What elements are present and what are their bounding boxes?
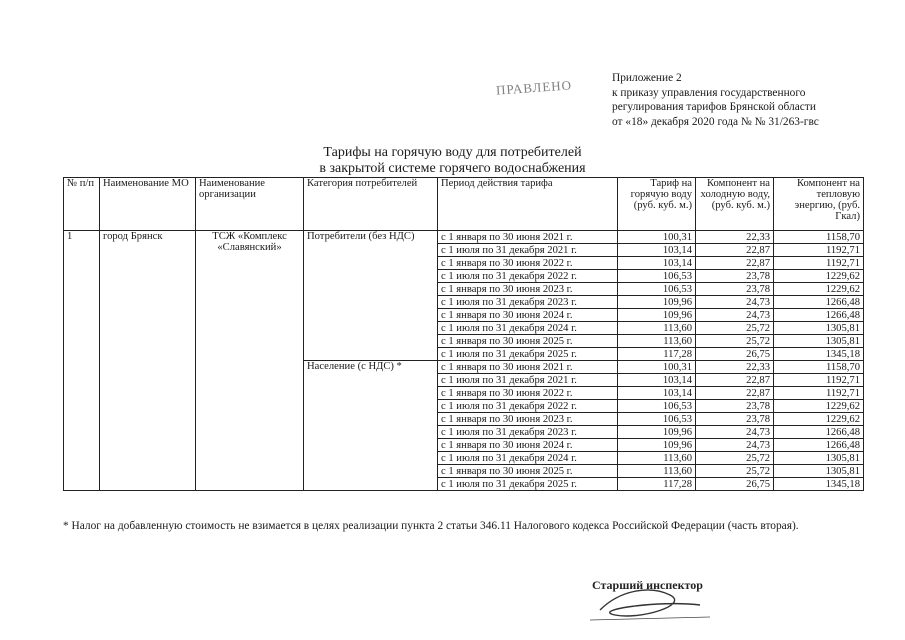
heat-component-cell: 1305,81 — [774, 465, 864, 478]
period-cell: с 1 июля по 31 декабря 2023 г. — [438, 296, 618, 309]
heat-component-cell: 1305,81 — [774, 322, 864, 335]
cold-component-cell: 23,78 — [696, 270, 774, 283]
tariff-cell: 113,60 — [618, 452, 696, 465]
cold-component-cell: 23,78 — [696, 400, 774, 413]
period-cell: с 1 июля по 31 декабря 2025 г. — [438, 348, 618, 361]
cold-component-cell: 22,87 — [696, 257, 774, 270]
header-cold: Компонент на холодную воду, (руб. куб. м.) — [696, 178, 774, 231]
cold-component-cell: 25,72 — [696, 322, 774, 335]
tariff-cell: 103,14 — [618, 257, 696, 270]
appendix-line-4: от «18» декабря 2020 года № № 31/263-гвс — [612, 115, 819, 128]
footnote: * Налог на добавленную стоимость не взимается в целях реализации пункта 2 статьи 346.11 Налогового кодекса Российской Федерации (часть вторая). — [63, 520, 799, 532]
heat-component-cell: 1229,62 — [774, 270, 864, 283]
row-number-cell: 1 — [64, 231, 100, 491]
signature-label: Старший инспектор — [592, 578, 703, 592]
period-cell: с 1 июля по 31 декабря 2024 г. — [438, 452, 618, 465]
heat-component-cell: 1158,70 — [774, 361, 864, 374]
period-cell: с 1 января по 30 июня 2023 г. — [438, 413, 618, 426]
period-cell: с 1 июля по 31 декабря 2024 г. — [438, 322, 618, 335]
header-category: Категория потребителей — [304, 178, 438, 231]
cold-component-cell: 22,87 — [696, 374, 774, 387]
cold-component-cell: 24,73 — [696, 426, 774, 439]
cold-component-cell: 22,87 — [696, 244, 774, 257]
period-cell: с 1 января по 30 июня 2025 г. — [438, 465, 618, 478]
tariff-cell: 106,53 — [618, 270, 696, 283]
heat-component-cell: 1229,62 — [774, 413, 864, 426]
title-line-1: Тарифы на горячую воду для потребителей — [323, 145, 582, 160]
period-cell: с 1 июля по 31 декабря 2022 г. — [438, 400, 618, 413]
header-heat: Компонент на тепловую энергию, (руб. Гкал) — [774, 178, 864, 231]
heat-component-cell: 1229,62 — [774, 283, 864, 296]
tariff-cell: 106,53 — [618, 283, 696, 296]
tariff-cell: 113,60 — [618, 335, 696, 348]
table-row — [64, 231, 864, 244]
tariff-cell: 113,60 — [618, 322, 696, 335]
header-org: Наименование организации — [196, 178, 304, 231]
organization-cell: ТСЖ «Комплекс «Славянский» — [196, 231, 304, 491]
tariff-cell: 100,31 — [618, 231, 696, 244]
period-cell: с 1 января по 30 июня 2025 г. — [438, 335, 618, 348]
header-mo: Наименование МО — [100, 178, 196, 231]
period-cell: с 1 июля по 31 декабря 2021 г. — [438, 374, 618, 387]
tariff-cell: 109,96 — [618, 309, 696, 322]
cold-component-cell: 24,73 — [696, 439, 774, 452]
period-cell: с 1 июля по 31 декабря 2023 г. — [438, 426, 618, 439]
cold-component-cell: 24,73 — [696, 309, 774, 322]
heat-component-cell: 1305,81 — [774, 335, 864, 348]
tariff-cell: 117,28 — [618, 478, 696, 491]
cold-component-cell: 24,73 — [696, 296, 774, 309]
appendix-line-1: Приложение 2 — [612, 72, 682, 84]
appendix-line-2: к приказу управления государственного — [612, 86, 806, 99]
cold-component-cell: 23,78 — [696, 283, 774, 296]
tariff-cell: 106,53 — [618, 413, 696, 426]
heat-component-cell: 1192,71 — [774, 387, 864, 400]
table-header-row — [64, 178, 864, 231]
cold-component-cell: 23,78 — [696, 413, 774, 426]
heat-component-cell: 1192,71 — [774, 257, 864, 270]
period-cell: с 1 января по 30 июня 2022 г. — [438, 387, 618, 400]
heat-component-cell: 1345,18 — [774, 348, 864, 361]
heat-component-cell: 1266,48 — [774, 426, 864, 439]
cold-component-cell: 22,33 — [696, 231, 774, 244]
tariff-cell: 117,28 — [618, 348, 696, 361]
heat-component-cell: 1266,48 — [774, 309, 864, 322]
tariff-cell: 103,14 — [618, 244, 696, 257]
header-tariff: Тариф на горячую воду (руб. куб. м.) — [618, 178, 696, 231]
mo-cell: город Брянск — [100, 231, 196, 491]
period-cell: с 1 января по 30 июня 2024 г. — [438, 439, 618, 452]
correction-stamp: ПРАВЛЕНО — [495, 77, 573, 98]
heat-component-cell: 1192,71 — [774, 244, 864, 257]
period-cell: с 1 января по 30 июня 2023 г. — [438, 283, 618, 296]
period-cell: с 1 июля по 31 декабря 2021 г. — [438, 244, 618, 257]
period-cell: с 1 июля по 31 декабря 2025 г. — [438, 478, 618, 491]
tariff-cell: 106,53 — [618, 400, 696, 413]
category-cell: Потребители (без НДС) — [304, 231, 438, 361]
title-line-2: в закрытой системе горячего водоснабжения — [319, 160, 586, 176]
appendix-line-3: регулирования тарифов Брянской области — [612, 101, 816, 113]
header-period: Период действия тарифа — [438, 178, 618, 231]
tariff-cell: 113,60 — [618, 465, 696, 478]
tariff-cell: 103,14 — [618, 374, 696, 387]
tariff-cell: 100,31 — [618, 361, 696, 374]
heat-component-cell: 1158,70 — [774, 231, 864, 244]
tariff-table-body — [64, 231, 864, 491]
heat-component-cell: 1266,48 — [774, 439, 864, 452]
heat-component-cell: 1192,71 — [774, 374, 864, 387]
cold-component-cell: 22,33 — [696, 361, 774, 374]
tariff-cell: 103,14 — [618, 387, 696, 400]
heat-component-cell: 1345,18 — [774, 478, 864, 491]
period-cell: с 1 января по 30 июня 2021 г. — [438, 361, 618, 374]
cold-component-cell: 25,72 — [696, 465, 774, 478]
document-title — [0, 145, 905, 176]
cold-component-cell: 22,87 — [696, 387, 774, 400]
cold-component-cell: 25,72 — [696, 335, 774, 348]
cold-component-cell: 26,75 — [696, 478, 774, 491]
cold-component-cell: 25,72 — [696, 452, 774, 465]
appendix-block — [612, 71, 819, 129]
category-cell: Население (с НДС) * — [304, 361, 438, 491]
tariff-table — [63, 177, 864, 491]
period-cell: с 1 января по 30 июня 2021 г. — [438, 231, 618, 244]
header-num: № п/п — [64, 178, 100, 231]
heat-component-cell: 1266,48 — [774, 296, 864, 309]
cold-component-cell: 26,75 — [696, 348, 774, 361]
period-cell: с 1 июля по 31 декабря 2022 г. — [438, 270, 618, 283]
tariff-cell: 109,96 — [618, 439, 696, 452]
tariff-cell: 109,96 — [618, 426, 696, 439]
tariff-cell: 109,96 — [618, 296, 696, 309]
period-cell: с 1 января по 30 июня 2024 г. — [438, 309, 618, 322]
signature-scribble — [580, 565, 720, 625]
heat-component-cell: 1305,81 — [774, 452, 864, 465]
period-cell: с 1 января по 30 июня 2022 г. — [438, 257, 618, 270]
heat-component-cell: 1229,62 — [774, 400, 864, 413]
